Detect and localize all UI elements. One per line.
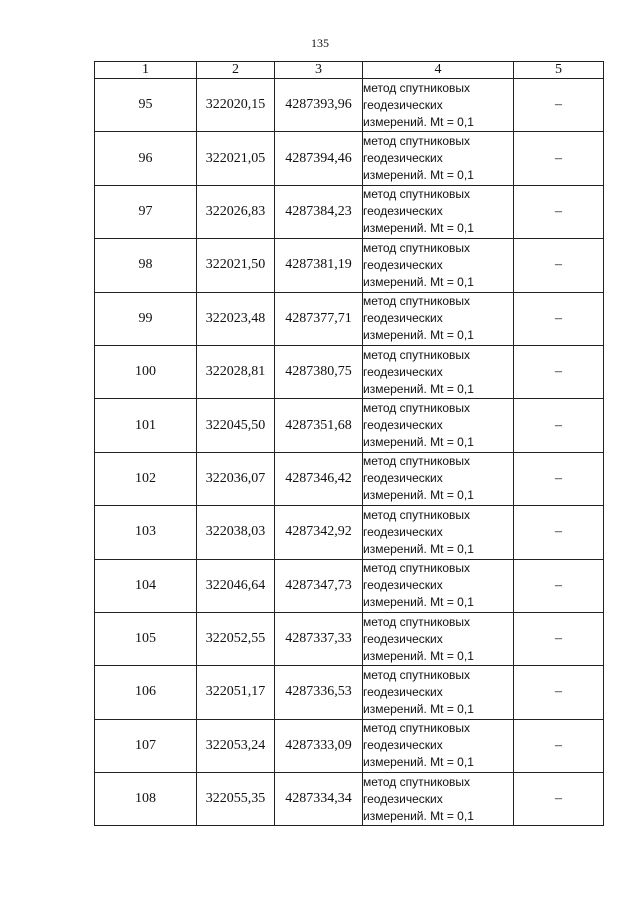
method-description <box>363 667 513 718</box>
method-description <box>363 507 513 558</box>
method-line: геодезических <box>363 791 443 806</box>
method-line: геодезических <box>363 257 443 272</box>
method-description <box>363 133 513 184</box>
column-header-1: 1 <box>95 62 197 79</box>
method-cell <box>363 719 514 772</box>
method-line: метод спутниковых <box>363 401 471 416</box>
table-row <box>95 666 604 719</box>
header-row <box>95 62 604 79</box>
method-line: метод спутниковых <box>363 347 471 362</box>
x-coordinate-cell: 322021,50 <box>197 239 275 292</box>
note-cell: – <box>514 399 604 452</box>
table-row <box>95 612 604 665</box>
method-line: метод спутниковых <box>363 774 471 789</box>
method-line: измерений. Mt = 0,1 <box>363 488 474 503</box>
table-row <box>95 345 604 398</box>
note-cell: – <box>514 239 604 292</box>
note-cell: – <box>514 345 604 398</box>
point-number-cell: 101 <box>95 399 197 452</box>
method-description <box>363 400 513 451</box>
method-cell <box>363 345 514 398</box>
y-coordinate-cell: 4287393,96 <box>275 79 363 132</box>
method-line: геодезических <box>363 471 443 486</box>
note-cell: – <box>514 666 604 719</box>
point-number-cell: 108 <box>95 773 197 826</box>
point-number-cell: 96 <box>95 132 197 185</box>
note-cell: – <box>514 452 604 505</box>
method-cell <box>363 452 514 505</box>
x-coordinate-cell: 322021,05 <box>197 132 275 185</box>
x-coordinate-cell: 322052,55 <box>197 612 275 665</box>
method-line: измерений. Mt = 0,1 <box>363 221 474 236</box>
method-line: метод спутниковых <box>363 614 471 629</box>
x-coordinate-cell: 322045,50 <box>197 399 275 452</box>
method-description <box>363 453 513 504</box>
y-coordinate-cell: 4287334,34 <box>275 773 363 826</box>
x-coordinate-cell: 322036,07 <box>197 452 275 505</box>
method-description <box>363 80 513 131</box>
note-cell: – <box>514 773 604 826</box>
method-line: метод спутниковых <box>363 80 471 95</box>
method-line: измерений. Mt = 0,1 <box>363 595 474 610</box>
method-line: геодезических <box>363 631 443 646</box>
point-number-cell: 107 <box>95 719 197 772</box>
method-line: измерений. Mt = 0,1 <box>363 648 474 663</box>
note-cell: – <box>514 559 604 612</box>
method-cell <box>363 239 514 292</box>
method-line: измерений. Mt = 0,1 <box>363 701 474 716</box>
method-cell <box>363 399 514 452</box>
note-cell: – <box>514 132 604 185</box>
method-line: метод спутниковых <box>363 721 471 736</box>
x-coordinate-cell: 322038,03 <box>197 506 275 559</box>
method-line: измерений. Mt = 0,1 <box>363 541 474 556</box>
column-header-2: 2 <box>197 62 275 79</box>
method-line: измерений. Mt = 0,1 <box>363 168 474 183</box>
method-line: метод спутниковых <box>363 454 471 469</box>
x-coordinate-cell: 322026,83 <box>197 185 275 238</box>
method-line: измерений. Mt = 0,1 <box>363 435 474 450</box>
method-line: измерений. Mt = 0,1 <box>363 808 474 823</box>
method-description <box>363 774 513 825</box>
method-cell <box>363 559 514 612</box>
method-line: геодезических <box>363 738 443 753</box>
table-row <box>95 773 604 826</box>
note-cell: – <box>514 506 604 559</box>
column-header-4: 4 <box>363 62 514 79</box>
method-line: геодезических <box>363 364 443 379</box>
method-cell <box>363 773 514 826</box>
y-coordinate-cell: 4287377,71 <box>275 292 363 345</box>
point-number-cell: 98 <box>95 239 197 292</box>
point-number-cell: 97 <box>95 185 197 238</box>
x-coordinate-cell: 322055,35 <box>197 773 275 826</box>
column-header-5: 5 <box>514 62 604 79</box>
y-coordinate-cell: 4287346,42 <box>275 452 363 505</box>
y-coordinate-cell: 4287381,19 <box>275 239 363 292</box>
table-header <box>95 62 604 79</box>
method-line: геодезических <box>363 97 443 112</box>
y-coordinate-cell: 4287384,23 <box>275 185 363 238</box>
x-coordinate-cell: 322023,48 <box>197 292 275 345</box>
method-description <box>363 614 513 665</box>
point-number-cell: 102 <box>95 452 197 505</box>
point-number-cell: 106 <box>95 666 197 719</box>
method-cell <box>363 612 514 665</box>
x-coordinate-cell: 322051,17 <box>197 666 275 719</box>
method-line: измерений. Mt = 0,1 <box>363 114 474 129</box>
note-cell: – <box>514 292 604 345</box>
coordinates-table <box>94 61 604 826</box>
y-coordinate-cell: 4287380,75 <box>275 345 363 398</box>
method-line: геодезических <box>363 204 443 219</box>
table-row <box>95 559 604 612</box>
point-number-cell: 99 <box>95 292 197 345</box>
note-cell: – <box>514 79 604 132</box>
method-description <box>363 186 513 237</box>
method-line: измерений. Mt = 0,1 <box>363 755 474 770</box>
y-coordinate-cell: 4287342,92 <box>275 506 363 559</box>
method-line: геодезических <box>363 524 443 539</box>
method-line: метод спутниковых <box>363 187 471 202</box>
method-description <box>363 560 513 611</box>
method-cell <box>363 666 514 719</box>
point-number-cell: 103 <box>95 506 197 559</box>
method-line: геодезических <box>363 151 443 166</box>
method-line: геодезических <box>363 578 443 593</box>
table-row <box>95 79 604 132</box>
x-coordinate-cell: 322020,15 <box>197 79 275 132</box>
method-line: метод спутниковых <box>363 134 471 149</box>
table-row <box>95 239 604 292</box>
column-header-3: 3 <box>275 62 363 79</box>
y-coordinate-cell: 4287394,46 <box>275 132 363 185</box>
point-number-cell: 100 <box>95 345 197 398</box>
point-number-cell: 105 <box>95 612 197 665</box>
method-line: геодезических <box>363 418 443 433</box>
method-line: метод спутниковых <box>363 507 471 522</box>
method-line: геодезических <box>363 684 443 699</box>
method-description <box>363 240 513 291</box>
method-line: метод спутниковых <box>363 667 471 682</box>
point-number-cell: 95 <box>95 79 197 132</box>
y-coordinate-cell: 4287336,53 <box>275 666 363 719</box>
x-coordinate-cell: 322028,81 <box>197 345 275 398</box>
method-description <box>363 293 513 344</box>
x-coordinate-cell: 322053,24 <box>197 719 275 772</box>
method-line: измерений. Mt = 0,1 <box>363 381 474 396</box>
method-line: метод спутниковых <box>363 240 471 255</box>
table-row <box>95 185 604 238</box>
y-coordinate-cell: 4287333,09 <box>275 719 363 772</box>
method-line: измерений. Mt = 0,1 <box>363 274 474 289</box>
method-line: измерений. Mt = 0,1 <box>363 328 474 343</box>
point-number-cell: 104 <box>95 559 197 612</box>
y-coordinate-cell: 4287351,68 <box>275 399 363 452</box>
method-cell <box>363 132 514 185</box>
page-number: 135 <box>311 36 329 50</box>
table-row <box>95 506 604 559</box>
method-cell <box>363 185 514 238</box>
method-description <box>363 720 513 771</box>
table-body <box>95 79 604 826</box>
method-description <box>363 347 513 398</box>
table-row <box>95 719 604 772</box>
y-coordinate-cell: 4287347,73 <box>275 559 363 612</box>
method-line: геодезических <box>363 311 443 326</box>
x-coordinate-cell: 322046,64 <box>197 559 275 612</box>
note-cell: – <box>514 719 604 772</box>
method-cell <box>363 292 514 345</box>
y-coordinate-cell: 4287337,33 <box>275 612 363 665</box>
table-row <box>95 132 604 185</box>
table-row <box>95 452 604 505</box>
method-cell <box>363 79 514 132</box>
method-cell <box>363 506 514 559</box>
method-line: метод спутниковых <box>363 294 471 309</box>
table-row <box>95 399 604 452</box>
method-line: метод спутниковых <box>363 561 471 576</box>
note-cell: – <box>514 612 604 665</box>
note-cell: – <box>514 185 604 238</box>
table-row <box>95 292 604 345</box>
